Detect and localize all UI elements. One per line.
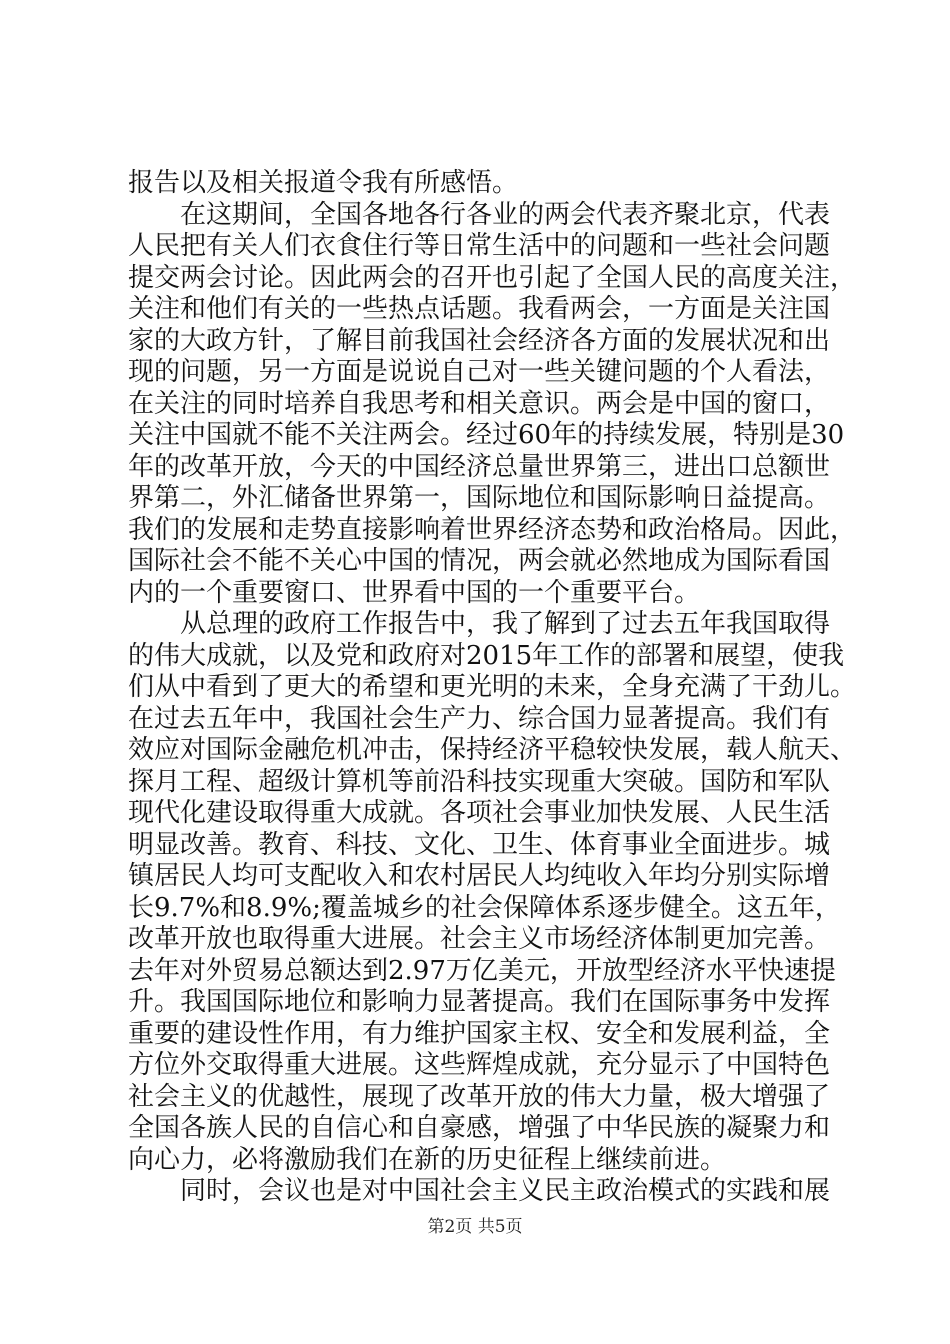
text-line: 内的一个重要窗口、世界看中国的一个重要平台。 (128, 577, 701, 608)
text-line: 家的大政方针，了解目前我国社会经济各方面的发展状况和出 (128, 325, 831, 356)
page-number-footer: 第2页 共5页 (427, 1217, 523, 1237)
text-line: 探月工程、超级计算机等前沿科技实现重大突破。国防和军队 (128, 766, 831, 797)
text-line: 社会主义的优越性，展现了改革开放的伟大力量，极大增强了 (128, 1081, 831, 1112)
text-line: 在关注的同时培养自我思考和相关意识。两会是中国的窗口， (128, 388, 831, 419)
text-line: 提交两会讨论。因此两会的召开也引起了全国人民的高度关注， (128, 262, 857, 293)
text-line: 报告以及相关报道令我有所感悟。 (128, 168, 519, 198)
text-line: 长9.7%和8.9%;覆盖城乡的社会保障体系逐步健全。这五年， (128, 892, 841, 923)
text-line: 关注和他们有关的一些热点话题。我看两会，一方面是关注国 (128, 294, 831, 324)
text-line: 全国各族人民的自信心和自豪感，增强了中华民族的凝聚力和 (128, 1113, 831, 1143)
body-text (128, 168, 857, 1208)
text-line: 向心力，必将激励我们在新的历史征程上继续前进。 (128, 1144, 727, 1175)
text-line: 我们的发展和走势直接影响着世界经济态势和政治格局。因此， (128, 514, 857, 545)
text-line: 效应对国际金融危机冲击，保持经济平稳较快发展，载人航天、 (128, 735, 857, 765)
text-line: 明显改善。教育、科技、文化、卫生、体育事业全面进步。城 (128, 829, 831, 860)
text-line: 现的问题，另一方面是说说自己对一些关键问题的个人看法， (128, 357, 831, 387)
text-line: 界第二，外汇储备世界第一，国际地位和国际影响日益提高。 (128, 483, 831, 513)
text-line: 国际社会不能不关心中国的情况，两会就必然地成为国际看国 (128, 546, 831, 576)
text-line: 关注中国就不能不关注两会。经过60年的持续发展，特别是30 (128, 420, 845, 450)
text-line: 去年对外贸易总额达到2.97万亿美元，开放型经济水平快速提 (128, 955, 836, 986)
text-line: 升。我国国际地位和影响力显著提高。我们在国际事务中发挥 (128, 987, 831, 1017)
text-line: 们从中看到了更大的希望和更光明的未来，全身充满了干劲儿。 (128, 672, 857, 702)
text-line: 方位外交取得重大进展。这些辉煌成就，充分显示了中国特色 (128, 1050, 831, 1080)
text-line: 从总理的政府工作报告中，我了解到了过去五年我国取得 (128, 609, 831, 639)
text-line: 镇居民人均可支配收入和农村居民人均纯收入年均分别实际增 (128, 861, 831, 891)
text-line: 在过去五年中，我国社会生产力、综合国力显著提高。我们有 (128, 703, 831, 734)
text-line: 同时，会议也是对中国社会主义民主政治模式的实践和展 (128, 1176, 831, 1206)
text-line: 在这期间，全国各地各行各业的两会代表齐聚北京，代表 (128, 199, 831, 230)
text-line: 年的改革开放，今天的中国经济总量世界第三，进出口总额世 (128, 451, 831, 482)
text-line: 重要的建设性作用，有力维护国家主权、安全和发展利益，全 (128, 1018, 831, 1049)
text-line: 现代化建设取得重大成就。各项社会事业加快发展、人民生活 (128, 798, 831, 828)
text-line: 人民把有关人们衣食住行等日常生活中的问题和一些社会问题 (128, 231, 831, 261)
text-line: 改革开放也取得重大进展。社会主义市场经济体制更加完善。 (128, 924, 831, 954)
text-line: 的伟大成就，以及党和政府对2015年工作的部署和展望，使我 (128, 640, 845, 671)
